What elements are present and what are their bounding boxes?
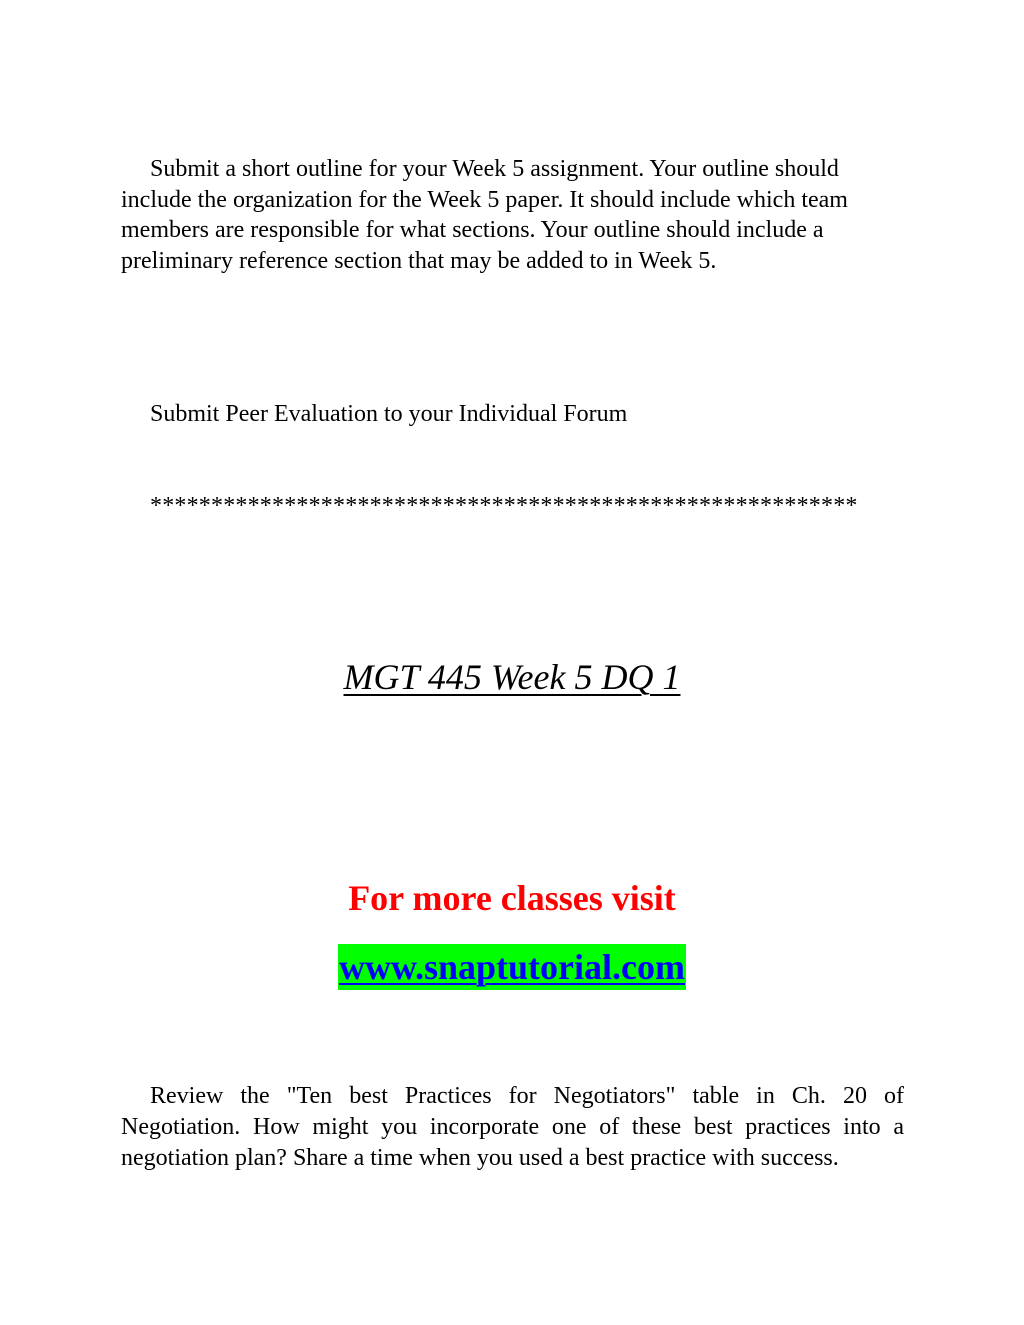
promo-text: For more classes visit <box>348 878 676 918</box>
asterisk-separator: ********************************************************** <box>150 493 858 519</box>
peer-evaluation-instruction: Submit Peer Evaluation to your Individual Forum <box>150 401 628 427</box>
review-question: Review the "Ten best Practices for Negotiators" table in Ch. 20 of Negotiation. How might you incorporate one of these best practices into a negotiation plan? Share a time when you used a best practice with success. <box>121 1083 904 1171</box>
snaptutorial-link[interactable]: www.snaptutorial.com <box>338 944 686 990</box>
outline-instructions: Submit a short outline for your Week 5 assignment. Your outline should include the organization for the Week 5 paper. It should include which team members are responsible for what sections. Your outline should include a preliminary reference section that may be added to in Week 5. <box>121 156 848 274</box>
section-heading: MGT 445 Week 5 DQ 1 <box>343 657 681 697</box>
promo-link-container <box>0 944 1024 990</box>
